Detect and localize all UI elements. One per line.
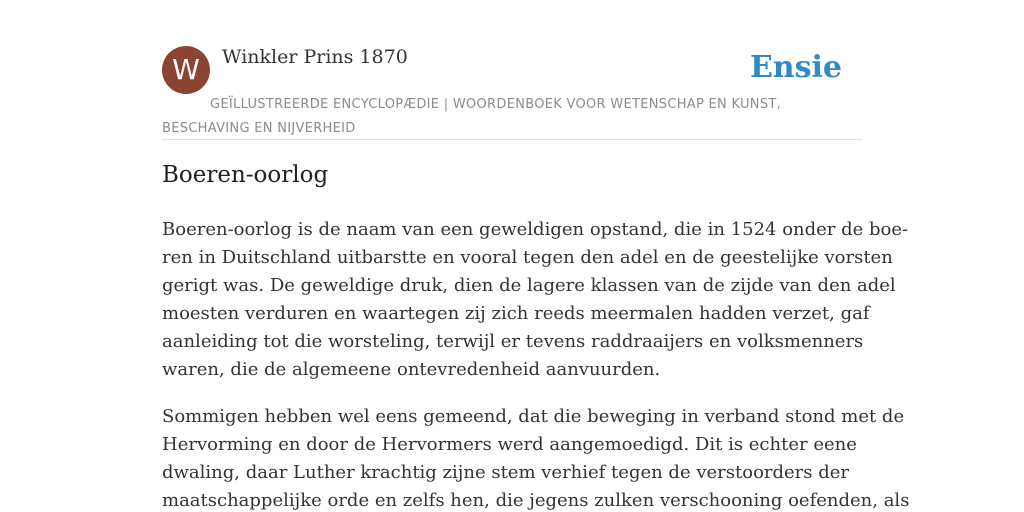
text-line: Sommigen hebben wel eens gemeend, dat die beweging in verband stond met de: [162, 406, 905, 427]
ensie-logo[interactable]: Ensie: [749, 50, 842, 85]
article-body: [162, 216, 910, 512]
text-line: moesten verduren en waartegen zij zich reeds meermalen hadden verzet, gaf: [162, 303, 870, 324]
paragraph: [162, 403, 910, 512]
text-line: waren, die de algemeene ontevredenheid aanvuurden.: [162, 359, 661, 380]
header-divider: [162, 139, 862, 140]
source-title[interactable]: Winkler Prins 1870: [222, 46, 408, 68]
text-line: Boeren-oorlog is de naam van een geweldigen opstand, die in 1524 onder de boe-: [162, 219, 909, 240]
text-line: ren in Duitschland uitbarstte en vooral tegen den adel en de geestelijke vorsten: [162, 247, 893, 268]
text-line: maatschappelijke orde en zelfs hen, die jegens zulken verschooning oefenden, als: [162, 490, 910, 511]
source-subtitle: GEÏLLUSTREERDE ENCYCLOPÆDIE | WOORDENBOEK VOOR WETENSCHAP EN KUNST, BESCHAVING EN NIJVERHEID: [162, 97, 782, 136]
text-line: gerigt was. De geweldige druk, dien de lagere klassen van de zijde van den adel: [162, 275, 896, 296]
text-line: aanleiding tot die worsteling, terwijl er tevens raddraaijers en volksmenners: [162, 331, 864, 352]
text-line: dwaling, daar Luther krachtig zijne stem verhief tegen de verstoorders der: [162, 462, 850, 483]
paragraph: [162, 216, 909, 384]
text-line: Hervorming en door de Hervormers werd aangemoedigd. Dit is echter eene: [162, 434, 857, 455]
source-avatar[interactable]: W: [162, 46, 210, 94]
article-title: Boeren-oorlog: [162, 162, 329, 188]
